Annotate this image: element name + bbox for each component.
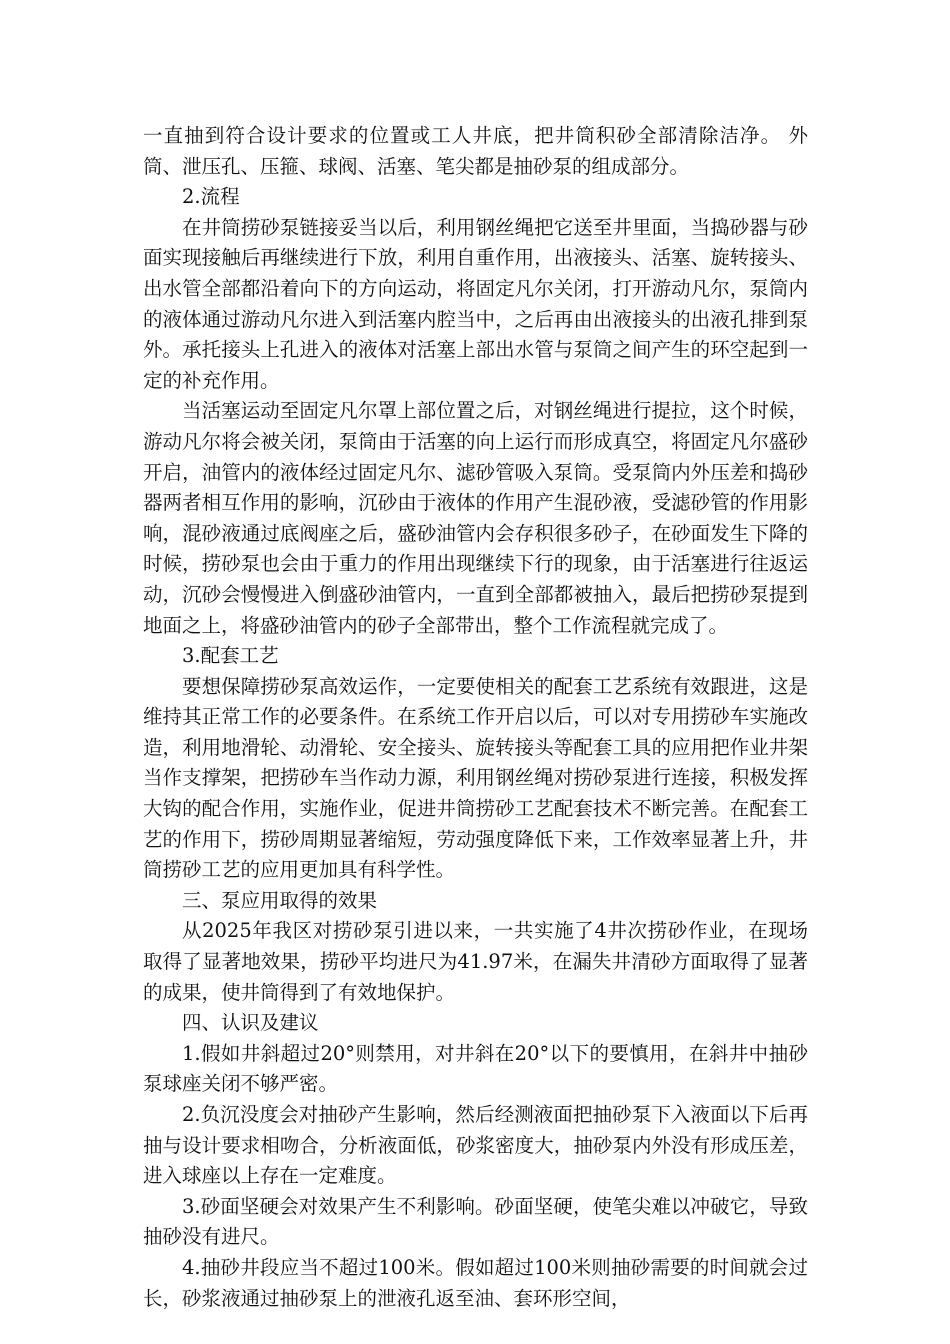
paragraph: 当活塞运动至固定凡尔罩上部位置之后，对钢丝绳进行提拉，这个时候，游动凡尔将会被关闭，泵筒由于活塞的向上运行而形成真空，将固定凡尔盛砂开启，油管内的液体经过固定凡尔、滤砂管吸入泵筒。受泵筒内外压差和捣砂器两者相互作用的影响，沉砂由于液体的作用产生混砂液，受滤砂管的作用影响，混砂液通过底阀座之后，盛砂油管内会存积很多砂子，在砂面发生下降的时候，捞砂泵也会由于重力的作用出现继续下行的现象，由于活塞进行往返运动，沉砂会慢慢进入倒盛砂油管内，一直到全部都被抽入，最后把捞砂泵提到地面之上，将盛砂油管内的砂子全部带出，整个工作流程就完成了。 bbox=[143, 399, 808, 637]
section-heading: 四、认识及建议 bbox=[182, 1011, 319, 1035]
section-heading: 2.流程 bbox=[182, 185, 240, 209]
paragraph: 4.抽砂井段应当不超过100米。假如超过100米则抽砂需要的时间就会过长，砂浆液通过抽砂泵上的泄液孔返至油、套环形空间， bbox=[143, 1255, 808, 1310]
paragraph: 要想保障捞砂泵高效运作，一定要使相关的配套工艺系统有效跟进，这是维持其正常工作的必要条件。在系统工作开启以后，可以对专用捞砂车实施改造，利用地滑轮、动滑轮、安全接头、旋转接头等配套工具的应用把作业井架当作支撑架，把捞砂车当作动力源，利用钢丝绳对捞砂泵进行连接，积极发挥大钩的配合作用，实施作业，促进井筒捞砂工艺配套技术不断完善。在配套工艺的作用下，捞砂周期显著缩短，劳动强度降低下来，工作效率显著上升，井筒捞砂工艺的应用更加具有科学性。 bbox=[143, 674, 808, 882]
paragraph: 3.砂面坚硬会对效果产生不利影响。砂面坚硬，使笔尖难以冲破它，导致抽砂没有进尺。 bbox=[143, 1194, 808, 1249]
paragraph: 1.假如井斜超过20°则禁用，对井斜在20°以下的要慎用，在斜井中抽砂泵球座关闭不够严密。 bbox=[143, 1041, 808, 1096]
paragraph: 2.负沉没度会对抽砂产生影响，然后经测液面把抽砂泵下入液面以下后再抽与设计要求相吻合，分析液面低，砂浆密度大，抽砂泵内外没有形成压差，进入球座以上存在一定难度。 bbox=[143, 1103, 808, 1188]
document-body bbox=[143, 121, 808, 1314]
paragraph: 在井筒捞砂泵链接妥当以后，利用钢丝绳把它送至井里面，当捣砂器与砂面实现接触后再继续进行下放，利用自重作用，出液接头、活塞、旋转接头、出水管全部都沿着向下的方向运动，将固定凡尔关闭，打开游动凡尔，泵筒内的液体通过游动凡尔进入到活塞内腔当中，之后再由出液接头的出液孔排到泵外。承托接头上孔进入的液体对活塞上部出水管与泵筒之间产生的环空起到一定的补充作用。 bbox=[143, 215, 808, 392]
section-heading: 三、泵应用取得的效果 bbox=[182, 888, 378, 912]
paragraph: 从2025年我区对捞砂泵引进以来，一共实施了4井次捞砂作业，在现场取得了显著地效果，捞砂平均进尺为41.97米，在漏失井清砂方面取得了显著的成果，使井筒得到了有效地保护。 bbox=[143, 919, 808, 1004]
section-heading: 3.配套工艺 bbox=[182, 644, 279, 668]
paragraph: 一直抽到符合设计要求的位置或工人井底，把井筒积砂全部清除洁净。 外筒、泄压孔、压箍、球阀、活塞、笔尖都是抽砂泵的组成部分。 bbox=[143, 124, 808, 178]
